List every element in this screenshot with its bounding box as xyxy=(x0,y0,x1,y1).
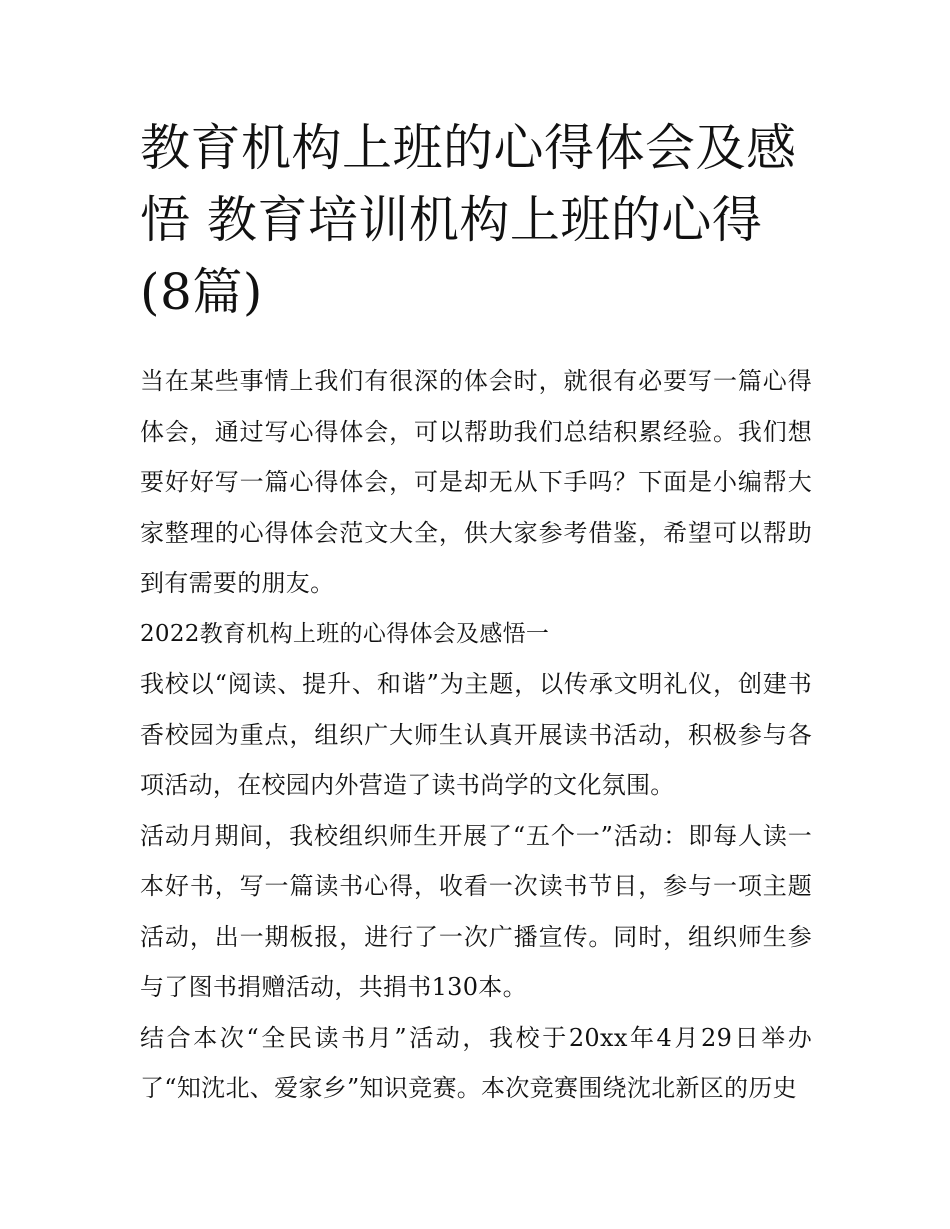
document-title: 教育机构上班的心得体会及感悟 教育培训机构上班的心得(8篇) xyxy=(140,119,797,321)
section-heading: 2022教育机构上班的心得体会及感悟一 xyxy=(140,620,550,647)
document-body xyxy=(140,356,812,1114)
body-paragraph: 我校以“阅读、提升、和谐”为主题，以传承文明礼仪，创建书香校园为重点，组织广大师生认真开展读书活动，积极参与各项活动，在校园内外营造了读书尚学的文化氛围。 xyxy=(140,670,812,799)
intro-paragraph: 当在某些事情上我们有很深的体会时，就很有必要写一篇心得体会，通过写心得体会，可以帮助我们总结积累经验。我们想要好好写一篇心得体会，可是却无从下手吗？下面是小编帮大家整理的心得体会范文大全，供大家参考借鉴，希望可以帮助到有需要的朋友。 xyxy=(140,367,812,597)
body-paragraph: 结合本次“全民读书月”活动，我校于20xx年4月29日举办了“知沈北、爱家乡”知识竞赛。本次竞赛围绕沈北新区的历史 xyxy=(140,1023,812,1102)
body-paragraph: 活动月期间，我校组织师生开展了“五个一”活动：即每人读一本好书，写一篇读书心得，收看一次读书节目，参与一项主题活动，出一期板报，进行了一次广播宣传。同时，组织师生参与了图书捐赠活动，共捐书130本。 xyxy=(140,821,812,1001)
